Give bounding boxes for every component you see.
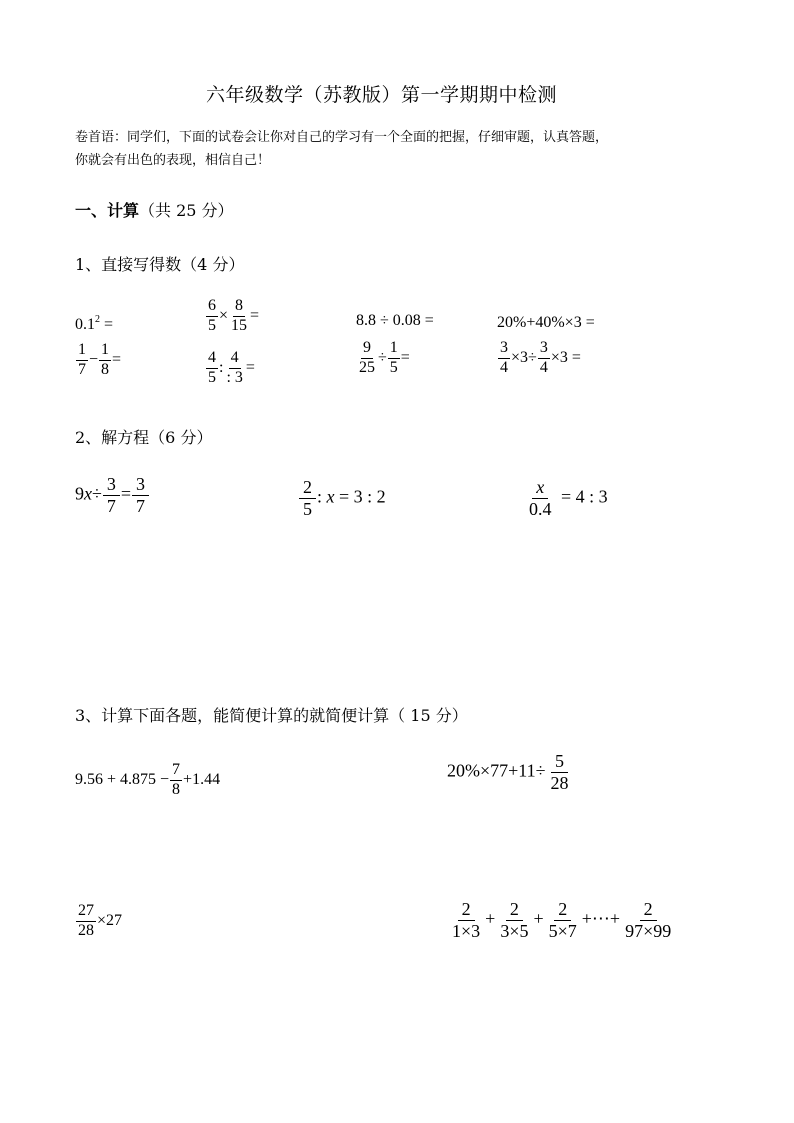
oral-item-2: [205, 298, 259, 335]
oral-item-2-num1: 6: [206, 298, 218, 317]
equation-2: [298, 478, 386, 519]
equation-1-var: x: [84, 483, 92, 504]
oral-item-6-op: :: [219, 358, 224, 376]
equation-2-den: 5: [303, 498, 312, 519]
calc-problem-4-plus2: +: [533, 908, 544, 929]
oral-item-6-den2: : 3: [226, 368, 243, 386]
calc-problem-4-den4: 97×99: [625, 920, 672, 941]
calc-problem-2-den: 28: [550, 772, 569, 793]
calc-problem-3-post: ×27: [97, 911, 123, 929]
oral-item-7-op: ÷: [378, 348, 387, 366]
oral-item-5-eq: =: [112, 350, 122, 368]
equation-1-num1: 3: [103, 475, 120, 496]
oral-item-5: [75, 342, 121, 379]
calc-problem-4-num3: 2: [554, 900, 571, 921]
intro-line-1: 卷首语：同学们，下面的试卷会让你对自己的学习有一个全面的把握，仔细审题，认真答题，: [75, 130, 609, 145]
oral-item-2-eq: =: [250, 306, 260, 324]
question-2-label: 2、解方程（6 分）: [75, 428, 213, 447]
equation-1-eq: =: [120, 483, 132, 504]
equation-2-sep: :: [317, 486, 323, 507]
oral-item-8-op: ×3÷: [511, 348, 537, 366]
calc-problem-4-num4: 2: [640, 900, 657, 921]
oral-item-1-base: 0.1: [75, 316, 95, 333]
oral-item-5-op: −: [89, 350, 99, 368]
oral-item-8: [497, 340, 581, 377]
calc-problem-3-num: 27: [76, 903, 96, 922]
oral-item-2-den1: 5: [208, 316, 216, 334]
oral-item-7-num1: 9: [361, 340, 373, 359]
calc-problem-2: [447, 752, 574, 793]
equation-1-den2: 7: [136, 495, 146, 516]
oral-item-8-eq: ×3 =: [550, 348, 581, 366]
section-heading-points: （共 25 分）: [139, 201, 234, 220]
calc-problem-2-pre: 20%×77+11÷: [447, 760, 546, 781]
calc-problem-4-den3: 5×7: [548, 920, 577, 941]
calc-problem-4: [447, 900, 676, 941]
question-1-label: 1、直接写得数（4 分）: [75, 255, 245, 274]
oral-item-6-den1: 5: [208, 368, 216, 386]
equation-2-rest: = 3 : 2: [339, 486, 386, 507]
calc-problem-3: [75, 903, 122, 940]
calc-problem-1-post: +1.44: [183, 770, 221, 788]
oral-item-1-exp: 2: [95, 314, 100, 325]
section-heading-bold: 一、计算: [75, 201, 140, 220]
oral-item-6-num1: 4: [206, 350, 218, 369]
calc-problem-1: [75, 762, 220, 799]
oral-item-1: [75, 314, 113, 334]
equation-2-var: x: [326, 486, 335, 507]
calc-problem-4-den2: 3×5: [500, 920, 529, 941]
calc-problem-4-num1: 2: [458, 900, 475, 921]
calc-problem-3-den: 28: [78, 921, 94, 939]
calc-problem-4-plus1: +: [485, 908, 496, 929]
oral-item-8-num1: 3: [498, 340, 510, 359]
equation-1: [75, 475, 150, 516]
oral-item-5-num1: 1: [76, 342, 88, 361]
oral-item-8-den2: 4: [539, 358, 548, 376]
oral-item-3: 8.8 ÷ 0.08 =: [356, 312, 434, 329]
oral-item-7-den1: 25: [359, 358, 375, 376]
oral-item-5-den1: 7: [78, 360, 86, 378]
equation-1-coef: 9: [75, 483, 84, 504]
calc-problem-1-pre: 9.56 + 4.875 −: [75, 770, 170, 788]
oral-item-4: 20%+40%×3 =: [497, 314, 595, 331]
equation-1-num2: 3: [132, 475, 149, 496]
calc-problem-4-num2: 2: [506, 900, 523, 921]
oral-item-6-eq: =: [245, 358, 255, 376]
equation-1-den1: 7: [106, 495, 116, 516]
oral-item-2-num2: 8: [233, 298, 245, 317]
calc-problem-1-den: 8: [172, 780, 181, 798]
equation-2-num: 2: [299, 478, 316, 499]
oral-item-5-num2: 1: [99, 342, 111, 361]
oral-item-7: [356, 340, 410, 377]
page-title: 六年级数学（苏教版）第一学期期中检测: [206, 84, 558, 106]
oral-item-7-num2: 1: [388, 340, 400, 359]
oral-item-6: [205, 350, 255, 387]
oral-item-2-op: ×: [219, 306, 229, 324]
calc-problem-4-den1: 1×3: [452, 920, 481, 941]
oral-item-2-den2: 15: [231, 316, 248, 334]
oral-item-5-den2: 8: [101, 360, 110, 378]
equation-3-num: x: [532, 478, 548, 499]
equation-3: [524, 478, 608, 519]
equation-1-div: ÷: [92, 483, 102, 504]
calc-problem-4-ellipsis: +⋯+: [581, 908, 621, 929]
intro-line-2: 你就会有出色的表现，相信自己！: [75, 153, 271, 168]
section-heading: [75, 198, 234, 221]
oral-item-1-eq: =: [104, 316, 114, 333]
oral-item-7-den2: 5: [389, 358, 398, 376]
oral-item-8-den1: 4: [500, 358, 508, 376]
oral-item-7-eq: =: [400, 348, 410, 366]
equation-3-rest: = 4 : 3: [561, 486, 608, 507]
calc-problem-1-num: 7: [170, 762, 182, 781]
calc-problem-2-num: 5: [551, 752, 568, 773]
oral-item-6-num2: 4: [229, 350, 241, 369]
oral-item-8-num2: 3: [538, 340, 550, 359]
question-3-label: 3、计算下面各题，能简便计算的就简便计算（ 15 分）: [75, 706, 468, 725]
equation-3-den: 0.4: [529, 498, 552, 519]
